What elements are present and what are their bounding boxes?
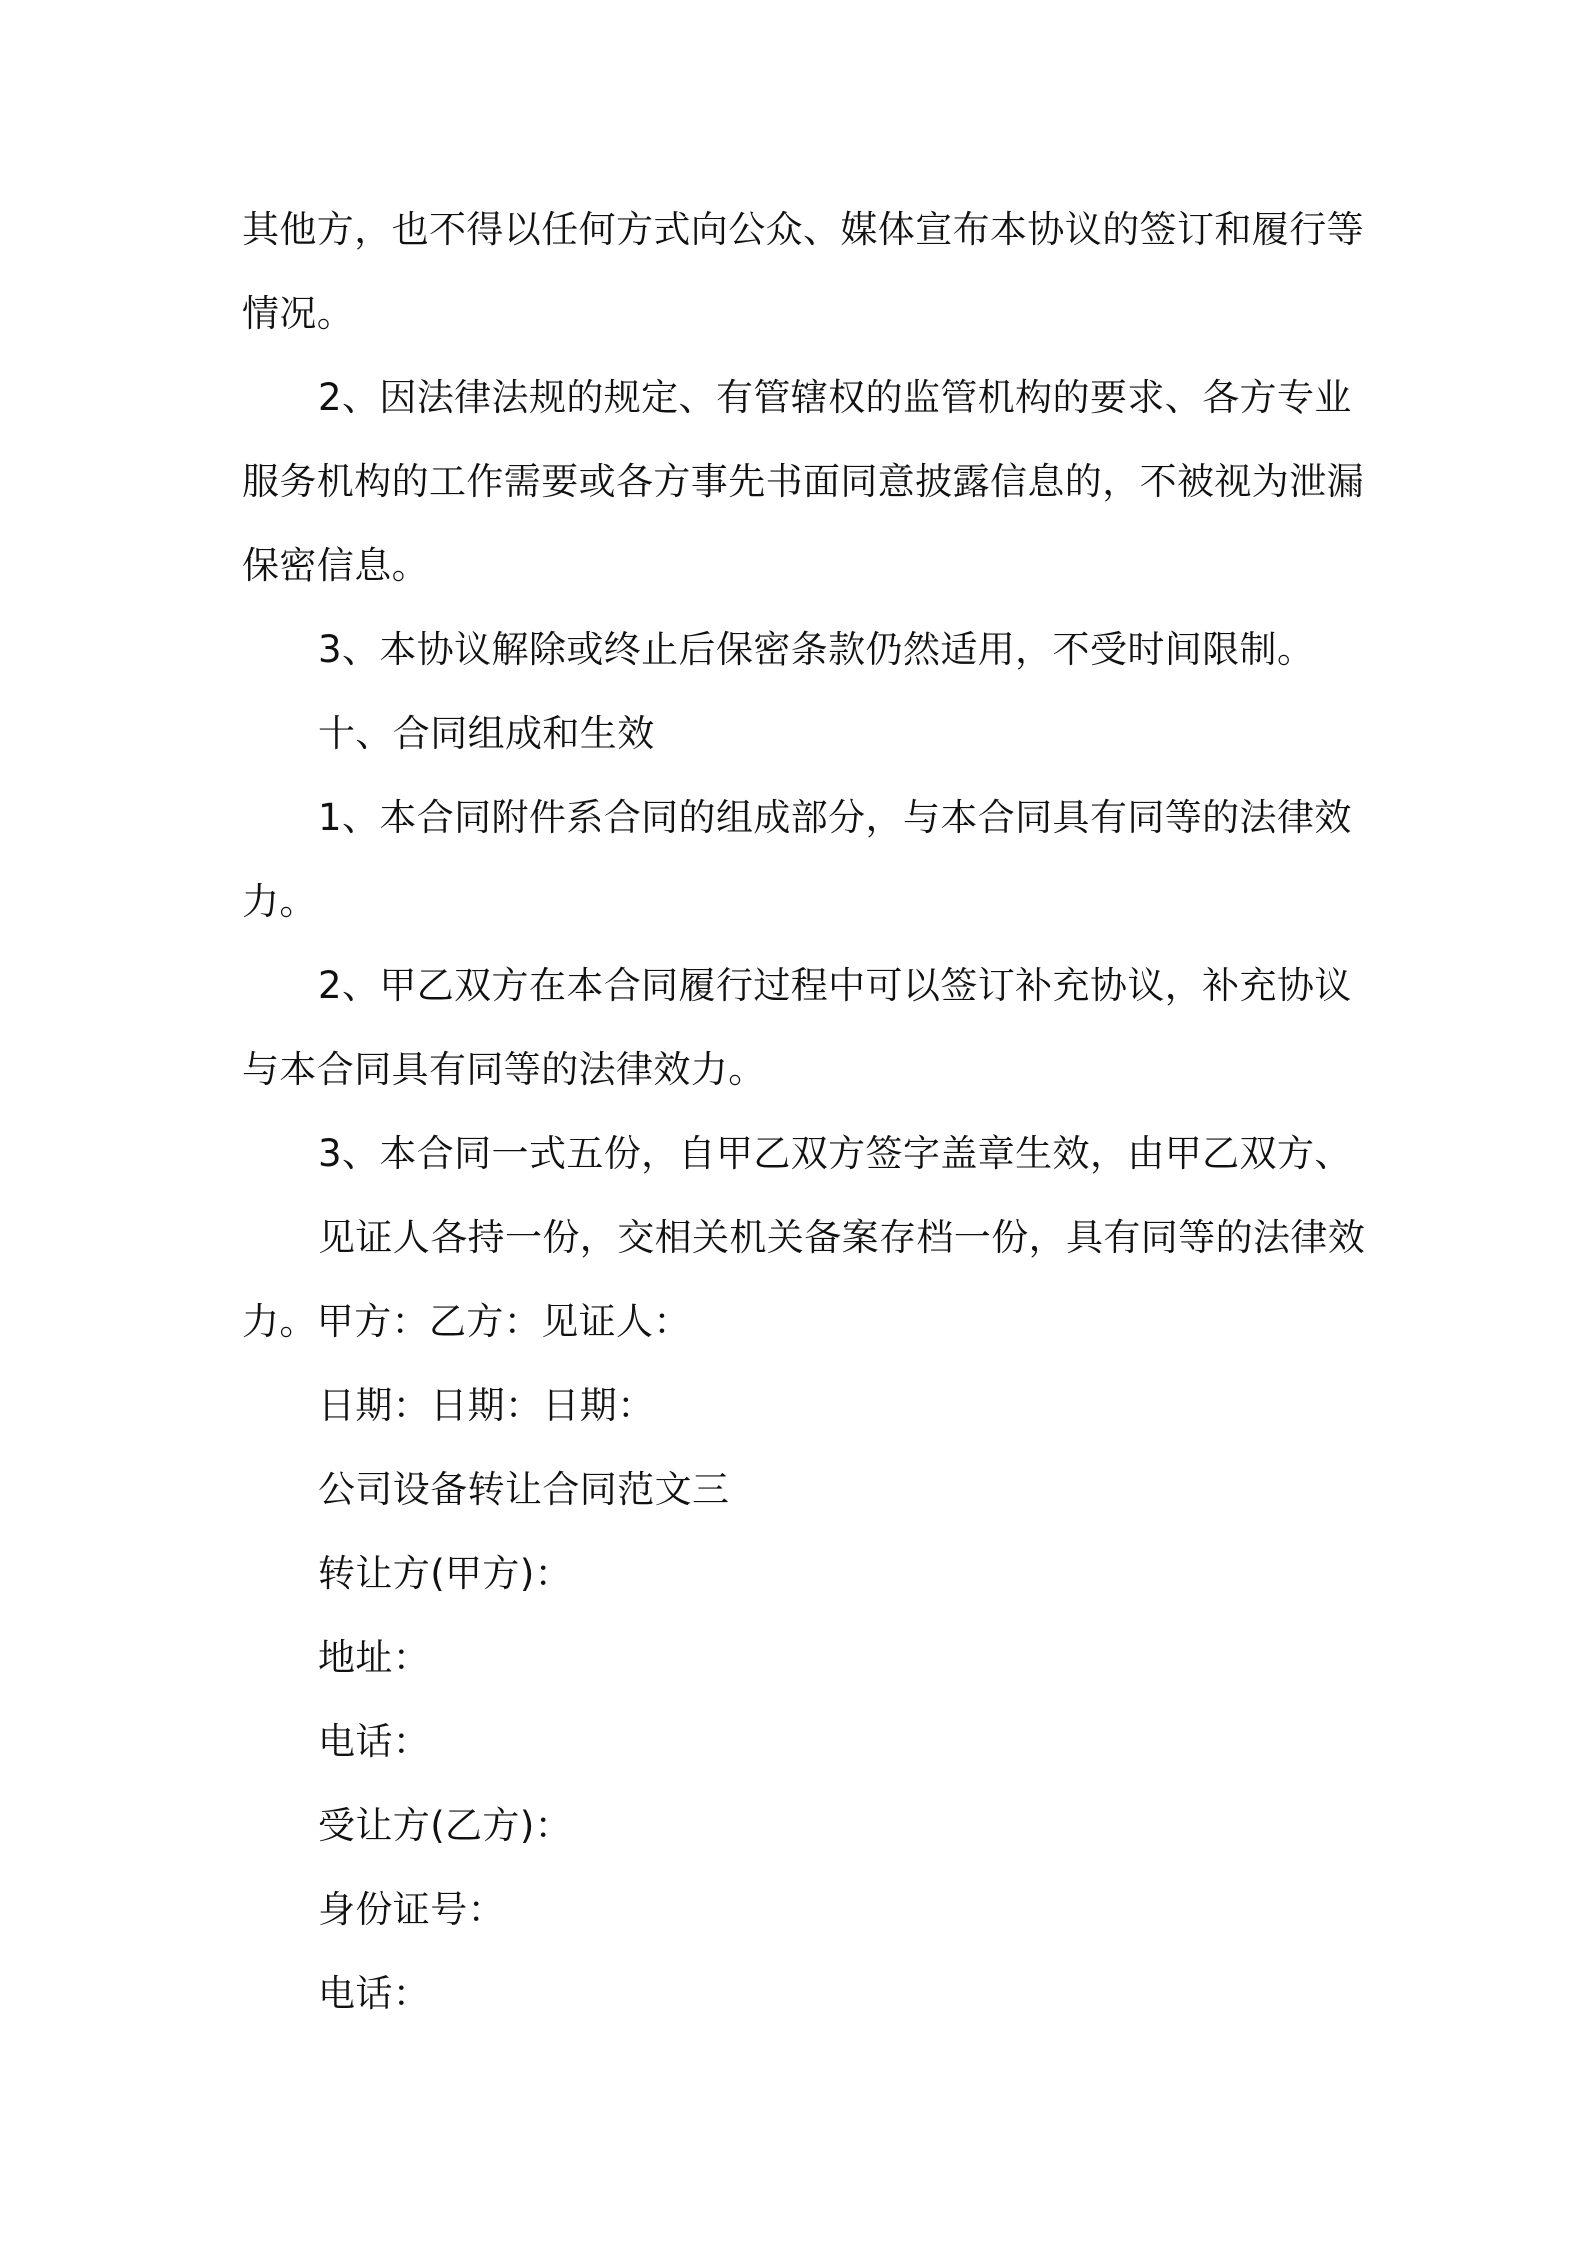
transferee-field: 受让方(乙方)：	[318, 1804, 573, 1847]
address-field: 地址：	[318, 1636, 431, 1679]
phone-field: 电话：	[318, 1972, 431, 2015]
text-line: 2、甲乙双方在本合同履行过程中可以签订补充协议，补充协议	[318, 964, 1352, 1007]
date-line: 日期：日期：日期：	[318, 1384, 655, 1427]
document-title: 公司设备转让合同范文三	[318, 1468, 730, 1511]
transferor-field: 转让方(甲方)：	[318, 1552, 573, 1595]
text-line: 见证人各持一份，交相关机关备案存档一份，具有同等的法律效	[318, 1216, 1366, 1259]
text-line: 与本合同具有同等的法律效力。	[242, 1048, 766, 1091]
id-number-field: 身份证号：	[318, 1888, 505, 1931]
signature-line: 力。甲方：乙方：见证人：	[242, 1300, 691, 1343]
text-line: 1、本合同附件系合同的组成部分，与本合同具有同等的法律效	[318, 796, 1352, 839]
phone-field: 电话：	[318, 1720, 431, 1763]
text-line: 服务机构的工作需要或各方事先书面同意披露信息的，不被视为泄漏	[242, 460, 1364, 503]
text-line: 保密信息。	[242, 544, 429, 587]
text-line: 其他方，也不得以任何方式向公众、媒体宣布本协议的签订和履行等	[242, 208, 1364, 251]
text-line: 力。	[242, 880, 317, 923]
text-line: 3、本合同一式五份，自甲乙双方签字盖章生效，由甲乙双方、	[318, 1132, 1352, 1175]
section-heading: 十、合同组成和生效	[318, 712, 655, 755]
text-line: 2、因法律法规的规定、有管辖权的监管机构的要求、各方专业	[318, 376, 1352, 419]
text-line: 情况。	[242, 292, 355, 335]
text-line: 3、本协议解除或终止后保密条款仍然适用，不受时间限制。	[318, 628, 1315, 671]
